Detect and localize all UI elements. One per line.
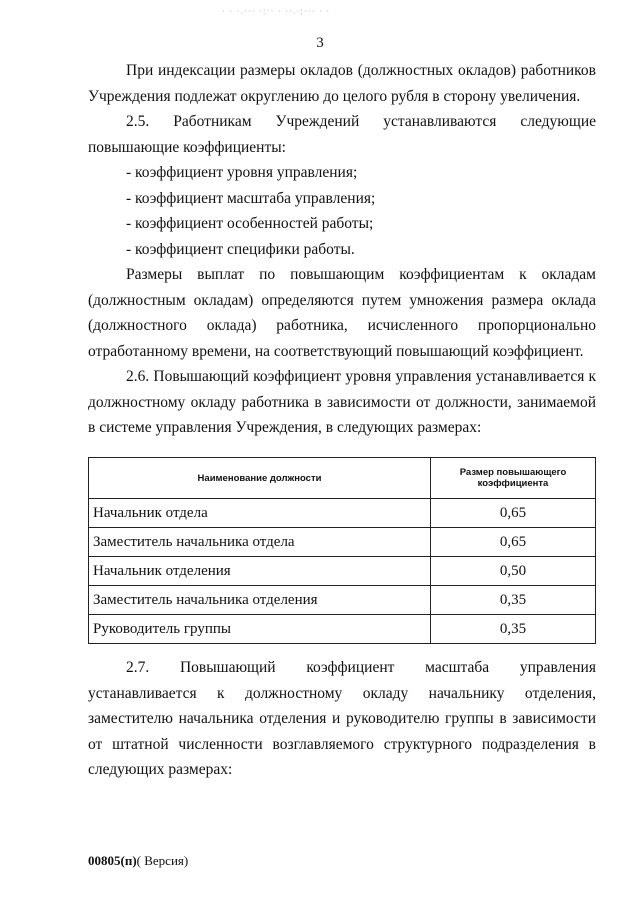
cell-position: Начальник отдела [89, 499, 431, 528]
table-row [89, 586, 596, 615]
cell-coefficient: 0,65 [431, 499, 596, 528]
table-header-row [89, 458, 596, 499]
list-item: - коэффициент уровня управления; [126, 164, 358, 181]
cell-coefficient: 0,35 [431, 586, 596, 615]
table-row [89, 557, 596, 586]
scan-noise: · · ·.··· ·:·· · ··.·:··· · · [222, 6, 331, 16]
page-number: 3 [316, 35, 324, 51]
paragraph-2-6: 2.6. Повышающий коэффициент уровня управления устанавливается к должностному окладу работника в зависимости от должности, занимаемой в системе управления Учреждения, в следующих размерах: [88, 368, 596, 436]
list-item: - коэффициент особенностей работы; [126, 215, 374, 232]
cell-position: Начальник отделения [89, 557, 431, 586]
document-code: 00805(п) [88, 853, 137, 868]
cell-coefficient: 0,35 [431, 615, 596, 644]
cell-position: Заместитель начальника отделения [89, 586, 431, 615]
list-item: - коэффициент масштаба управления; [126, 189, 376, 207]
table-row [89, 528, 596, 557]
table-row [89, 615, 596, 644]
coefficient-table [88, 457, 596, 644]
column-header-position: Наименование должности [89, 458, 431, 499]
paragraph-payments: Размеры выплат по повышающим коэффициентам к окладам (должностным окладам) определяются путем умножения размера оклада (должностного оклада) работника, исчисленного пропорционально отработанному времени, на соответствующий повышающий коэффициент. [88, 266, 596, 360]
document-footer [88, 853, 188, 869]
paragraph-2-7: 2.7. Повышающий коэффициент масштаба управления устанавливается к должностному окладу начальнику отделения, заместителю начальника отделения и руководителю группы в зависимости от штатной численности возглавляемого структурного подразделения в следующих размерах: [88, 659, 596, 778]
document-version: ( Версия) [136, 853, 189, 868]
cell-coefficient: 0,65 [431, 528, 596, 557]
document-body [88, 58, 596, 441]
cell-coefficient: 0,50 [431, 557, 596, 586]
table-row [89, 499, 596, 528]
cell-position: Руководитель группы [89, 615, 431, 644]
cell-position: Заместитель начальника отдела [89, 528, 431, 557]
paragraph-2-5: 2.5. Работникам Учреждений устанавливаются следующие повышающие коэффициенты: [88, 113, 596, 156]
column-header-coefficient: Размер повышающего коэффициента [431, 458, 596, 499]
list-item: - коэффициент специфики работы. [126, 240, 355, 258]
document-body-continued [88, 655, 596, 783]
paragraph-indexation: При индексации размеры окладов (должностных окладов) работников Учреждения подлежат округлению до целого рубля в сторону увеличения. [88, 62, 596, 105]
